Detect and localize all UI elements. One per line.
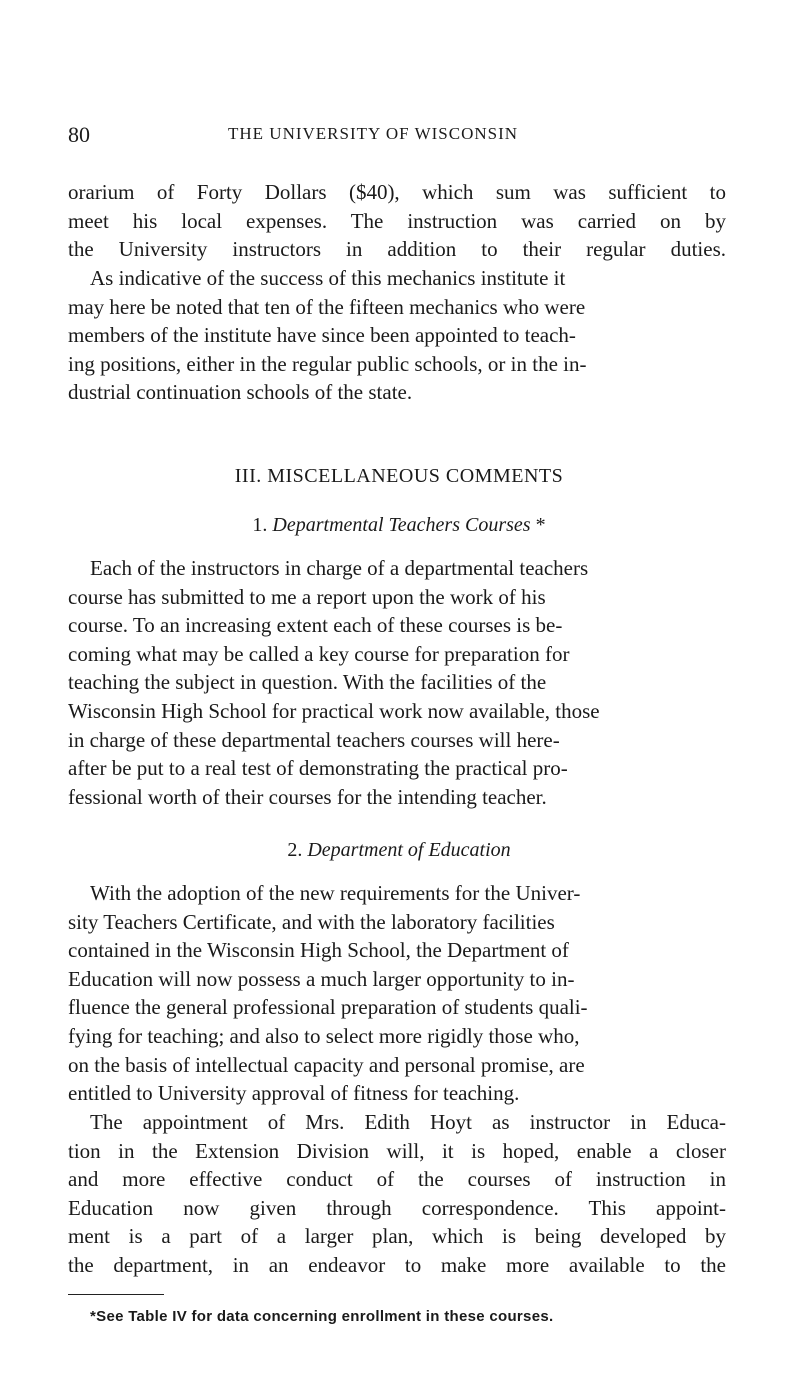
text-line: orarium of Forty Dollars ($40), which sum was sufficient to xyxy=(68,180,726,204)
text-line: course has submitted to me a report upon the work of his xyxy=(68,584,546,609)
page-header xyxy=(68,122,728,152)
subheading-title: Departmental Teachers Courses xyxy=(272,514,531,536)
text-line: may here be noted that ten of the fifteen mechanics who were xyxy=(68,294,586,319)
footnote: *See Table IV for data concerning enrollment in these courses. xyxy=(90,1308,554,1325)
subheading-number: 1. xyxy=(252,514,268,536)
text-line: on the basis of intellectual capacity and personal promise, are xyxy=(68,1052,585,1077)
text-line: Each of the instructors in charge of a departmental teachers xyxy=(90,556,589,580)
subheading-title: Department of Education xyxy=(307,839,511,861)
running-title: THE UNIVERSITY OF WISCONSIN xyxy=(228,124,519,143)
text-line: after be put to a real test of demonstrating the practical pro- xyxy=(68,756,568,781)
subheading-departmental-courses xyxy=(0,514,798,537)
text-line: teaching the subject in question. With the facilities of the xyxy=(68,670,547,695)
page-number: 80 xyxy=(68,122,90,147)
text-line: The appointment of Mrs. Edith Hoyt as instructor in Educa- xyxy=(90,1110,726,1134)
text-line: and more effective conduct of the courses of instruction in xyxy=(68,1167,726,1192)
text-line: coming what may be called a key course for preparation for xyxy=(68,641,570,666)
text-line: members of the institute have since been appointed to teach- xyxy=(68,323,576,348)
subheading-department-of-education xyxy=(0,839,798,862)
text-line: As indicative of the success of this mechanics institute it xyxy=(90,266,566,290)
paragraph-mechanics-institute xyxy=(68,264,726,407)
text-line: tion in the Extension Division will, it is hoped, enable a closer xyxy=(68,1138,726,1163)
text-line: Education will now possess a much larger opportunity to in- xyxy=(68,966,575,991)
text-line: dustrial continuation schools of the state. xyxy=(68,380,413,405)
text-line: Education now given through correspondence. This appoint- xyxy=(68,1195,726,1220)
paragraph-education-requirements xyxy=(68,879,726,1108)
text-line: the University instructors in addition to their regular duties. xyxy=(68,237,726,262)
text-line: fluence the general professional preparation of students quali- xyxy=(68,995,588,1020)
footnote-divider xyxy=(68,1294,164,1295)
footnote-mark: * xyxy=(535,514,546,536)
text-line: fessional worth of their courses for the intending teacher. xyxy=(68,784,547,809)
text-line: ing positions, either in the regular public schools, or in the in- xyxy=(68,351,587,376)
paragraph-departmental-courses xyxy=(68,554,726,811)
subheading-number: 2. xyxy=(287,839,303,861)
section-heading: III. MISCELLANEOUS COMMENTS xyxy=(234,465,564,487)
paragraph-hoyt-appointment xyxy=(68,1108,726,1280)
text-line: contained in the Wisconsin High School, the Department of xyxy=(68,938,569,963)
text-line: in charge of these departmental teachers courses will here- xyxy=(68,727,560,752)
text-line: entitled to University approval of fitness for teaching. xyxy=(68,1081,520,1106)
text-line: course. To an increasing extent each of these courses is be- xyxy=(68,613,563,638)
paragraph-continuation xyxy=(68,178,726,264)
text-line: the department, in an endeavor to make more available to the xyxy=(68,1252,726,1277)
text-line: ment is a part of a larger plan, which is being developed by xyxy=(68,1224,726,1249)
text-line: fying for teaching; and also to select more rigidly those who, xyxy=(68,1023,580,1048)
text-line: sity Teachers Certificate, and with the laboratory facilities xyxy=(68,909,555,934)
text-line: Wisconsin High School for practical work now available, those xyxy=(68,698,600,723)
text-line: With the adoption of the new requirements for the Univer- xyxy=(90,881,581,905)
text-line: meet his local expenses. The instruction was carried on by xyxy=(68,208,726,233)
